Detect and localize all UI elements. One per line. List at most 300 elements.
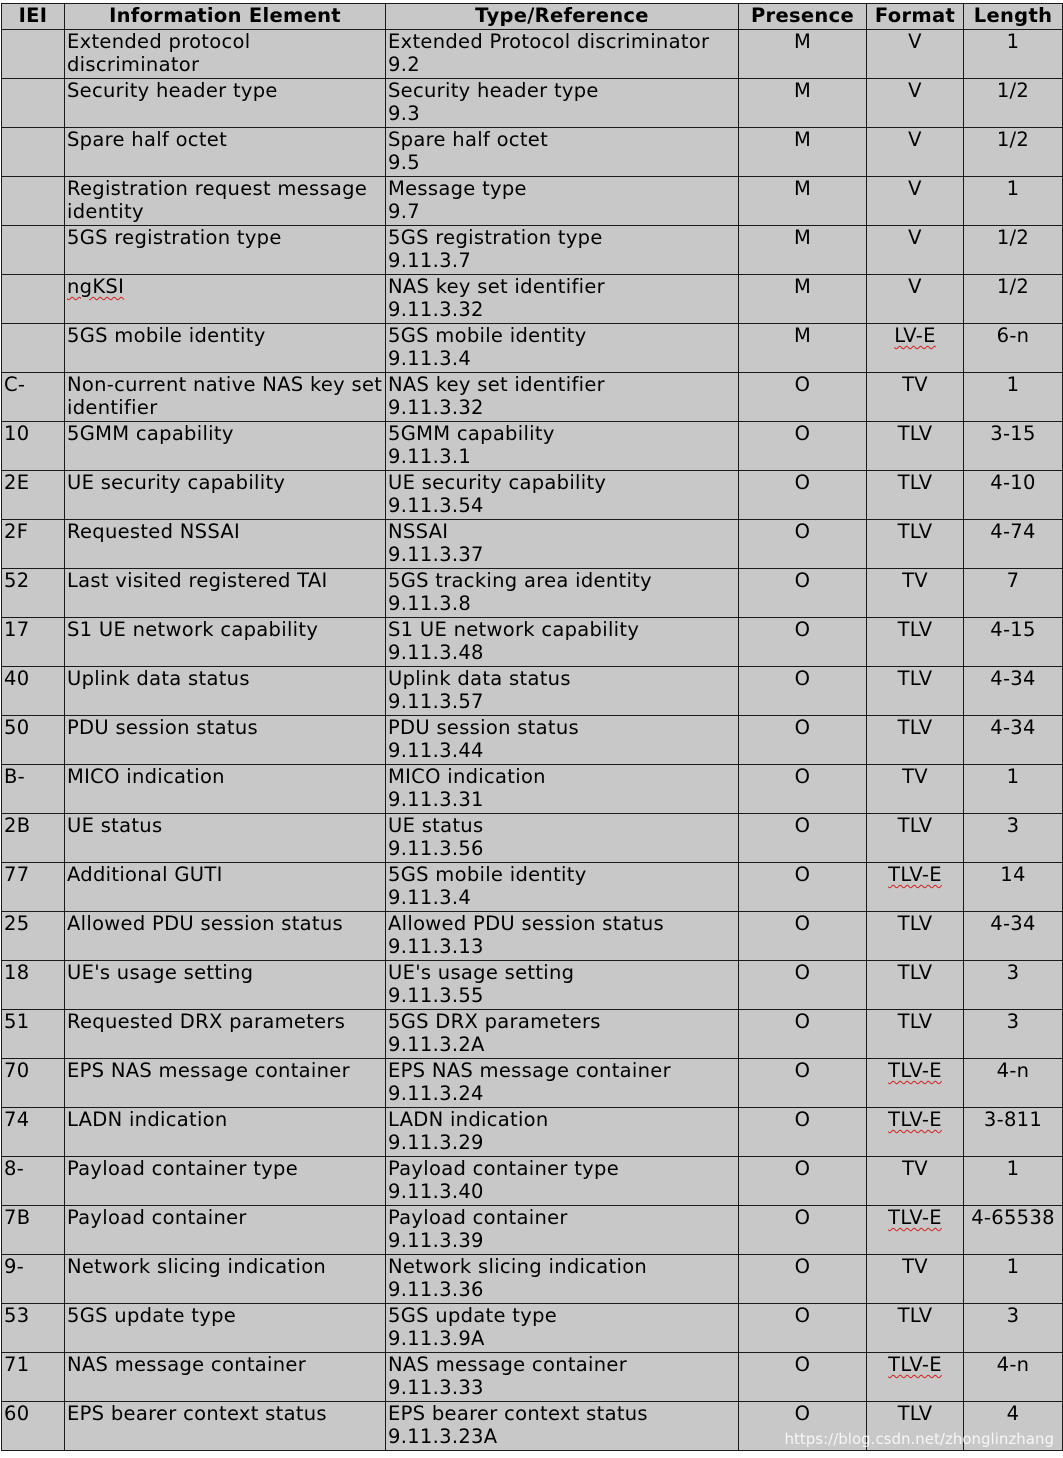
information-element-cell: Security header type: [65, 79, 386, 128]
information-element-cell: PDU session status: [65, 716, 386, 765]
type-reference-cell: [386, 128, 739, 177]
format-text: V: [908, 128, 922, 151]
format-cell: [867, 667, 964, 716]
type-name: 5GMM capability: [388, 422, 555, 445]
information-element-cell: 5GS registration type: [65, 226, 386, 275]
type-name: EPS bearer context status: [388, 1402, 648, 1425]
type-name: 5GS registration type: [388, 226, 603, 249]
type-reference-cell: [386, 422, 739, 471]
column-header-information-element: Information Element: [65, 4, 386, 30]
iei-cell: 2F: [2, 520, 65, 569]
format-text: TLV: [897, 422, 933, 445]
type-name: 5GS update type: [388, 1304, 558, 1327]
table-row: [2, 226, 1063, 275]
format-text: V: [908, 275, 922, 298]
presence-cell: O: [739, 765, 867, 814]
iei-cell: 71: [2, 1353, 65, 1402]
iei-cell: 52: [2, 569, 65, 618]
iei-cell: 9-: [2, 1255, 65, 1304]
iei-cell: 17: [2, 618, 65, 667]
reference-number: 9.5: [388, 151, 420, 174]
format-text: TLV-E: [888, 1353, 942, 1376]
format-text: TV: [902, 1157, 928, 1180]
type-name: 5GS mobile identity: [388, 863, 587, 886]
table-row: [2, 1206, 1063, 1255]
information-element-text: UE's usage setting: [67, 961, 254, 984]
reference-number: 9.11.3.1: [388, 445, 472, 468]
format-cell: [867, 373, 964, 422]
type-name: 5GS tracking area identity: [388, 569, 652, 592]
length-cell: 4-34: [964, 667, 1063, 716]
information-element-cell: MICO indication: [65, 765, 386, 814]
format-text: TLV: [897, 1010, 933, 1033]
reference-number: 9.11.3.9A: [388, 1327, 485, 1350]
type-name: Payload container type: [388, 1157, 620, 1180]
table-row: [2, 275, 1063, 324]
information-element-cell: UE status: [65, 814, 386, 863]
format-cell: [867, 1206, 964, 1255]
presence-cell: O: [739, 716, 867, 765]
information-element-cell: [65, 961, 386, 1010]
type-reference-cell: [386, 79, 739, 128]
presence-cell: O: [739, 863, 867, 912]
type-reference-cell: [386, 814, 739, 863]
type-name: LADN indication: [388, 1108, 549, 1131]
information-element-cell: EPS bearer context status: [65, 1402, 386, 1451]
format-cell: [867, 1157, 964, 1206]
presence-cell: O: [739, 1059, 867, 1108]
length-cell: 4-15: [964, 618, 1063, 667]
reference-number: 9.11.3.57: [388, 690, 484, 713]
type-reference-cell: [386, 177, 739, 226]
type-name: EPS NAS message container: [388, 1059, 671, 1082]
information-element-cell: [65, 275, 386, 324]
iei-cell: [2, 30, 65, 79]
table-row: [2, 324, 1063, 373]
reference-number: 9.11.3.24: [388, 1082, 484, 1105]
format-text: TLV: [897, 471, 933, 494]
format-text: V: [908, 177, 922, 200]
information-element-cell: NAS message container: [65, 1353, 386, 1402]
table-row: [2, 961, 1063, 1010]
column-header-length: Length: [964, 4, 1063, 30]
information-element-cell: Allowed PDU session status: [65, 912, 386, 961]
length-cell: 1: [964, 1255, 1063, 1304]
reference-number: 9.11.3.7: [388, 249, 472, 272]
length-cell: 6-n: [964, 324, 1063, 373]
length-cell: 3: [964, 814, 1063, 863]
iei-cell: [2, 275, 65, 324]
presence-cell: M: [739, 324, 867, 373]
iei-cell: 18: [2, 961, 65, 1010]
type-reference-cell: [386, 1206, 739, 1255]
format-text: TLV-E: [888, 1059, 942, 1082]
type-name: UE security capability: [388, 471, 607, 494]
length-cell: 3: [964, 961, 1063, 1010]
reference-number: 9.7: [388, 200, 420, 223]
information-element-cell: Additional GUTI: [65, 863, 386, 912]
length-cell: 1/2: [964, 79, 1063, 128]
iei-cell: [2, 128, 65, 177]
table-row: [2, 863, 1063, 912]
iei-cell: 51: [2, 1010, 65, 1059]
format-cell: [867, 1255, 964, 1304]
format-text: V: [908, 30, 922, 53]
reference-number: 9.11.3.23A: [388, 1425, 498, 1448]
reference-number: 9.11.3.31: [388, 788, 484, 811]
table-row: [2, 716, 1063, 765]
type-name: 5GS mobile identity: [388, 324, 587, 347]
format-cell: [867, 275, 964, 324]
table-row: [2, 618, 1063, 667]
type-name: Network slicing indication: [388, 1255, 648, 1278]
presence-cell: O: [739, 569, 867, 618]
presence-cell: O: [739, 912, 867, 961]
format-cell: [867, 618, 964, 667]
table-row: [2, 1108, 1063, 1157]
length-cell: 1: [964, 373, 1063, 422]
information-element-cell: Non-current native NAS key set identifier: [65, 373, 386, 422]
reference-number: 9.11.3.4: [388, 347, 472, 370]
type-name: Payload container: [388, 1206, 568, 1229]
type-name: Extended Protocol discriminator: [388, 30, 710, 53]
presence-cell: M: [739, 275, 867, 324]
information-element-cell: Spare half octet: [65, 128, 386, 177]
type-name: NSSAI: [388, 520, 449, 543]
presence-cell: O: [739, 471, 867, 520]
format-text: TV: [902, 373, 928, 396]
format-cell: [867, 1304, 964, 1353]
information-element-cell: Payload container: [65, 1206, 386, 1255]
presence-cell: M: [739, 128, 867, 177]
table-row: [2, 1010, 1063, 1059]
iei-cell: [2, 79, 65, 128]
information-element-cell: Registration request message identity: [65, 177, 386, 226]
length-cell: 1/2: [964, 128, 1063, 177]
iei-cell: 25: [2, 912, 65, 961]
iei-cell: 8-: [2, 1157, 65, 1206]
registration-request-ie-table: [1, 3, 1063, 1451]
iei-cell: 77: [2, 863, 65, 912]
length-cell: 3-15: [964, 422, 1063, 471]
column-header-presence: Presence: [739, 4, 867, 30]
format-cell: [867, 912, 964, 961]
type-name: NAS key set identifier: [388, 275, 605, 298]
presence-cell: O: [739, 1108, 867, 1157]
information-element-cell: Last visited registered TAI: [65, 569, 386, 618]
format-cell: [867, 177, 964, 226]
reference-number: 9.11.3.29: [388, 1131, 484, 1154]
format-text: TLV: [897, 814, 933, 837]
column-header-format: Format: [867, 4, 964, 30]
length-cell: 1: [964, 177, 1063, 226]
length-cell: 3-811: [964, 1108, 1063, 1157]
length-cell: 3: [964, 1010, 1063, 1059]
length-cell: 1/2: [964, 275, 1063, 324]
table-row: [2, 422, 1063, 471]
type-name: UE's usage setting: [388, 961, 575, 984]
reference-number: 9.11.3.8: [388, 592, 472, 615]
type-name: Allowed PDU session status: [388, 912, 664, 935]
table-row: [2, 471, 1063, 520]
length-cell: 4-n: [964, 1059, 1063, 1108]
table-row: [2, 1255, 1063, 1304]
type-reference-cell: [386, 1010, 739, 1059]
iei-cell: 70: [2, 1059, 65, 1108]
presence-cell: O: [739, 1402, 867, 1451]
type-name: Spare half octet: [388, 128, 549, 151]
table-row: [2, 667, 1063, 716]
type-name: Uplink data status: [388, 667, 571, 690]
format-cell: [867, 128, 964, 177]
information-element-cell: 5GMM capability: [65, 422, 386, 471]
information-element-cell: Uplink data status: [65, 667, 386, 716]
table-row: [2, 520, 1063, 569]
iei-cell: 53: [2, 1304, 65, 1353]
format-text: V: [908, 79, 922, 102]
format-text: TLV-E: [888, 863, 942, 886]
iei-cell: [2, 324, 65, 373]
iei-cell: 7B: [2, 1206, 65, 1255]
presence-cell: O: [739, 961, 867, 1010]
format-cell: [867, 1108, 964, 1157]
iei-cell: 74: [2, 1108, 65, 1157]
type-reference-cell: [386, 863, 739, 912]
presence-cell: M: [739, 30, 867, 79]
presence-cell: O: [739, 1010, 867, 1059]
length-cell: 4-74: [964, 520, 1063, 569]
format-cell: [867, 569, 964, 618]
table-row: [2, 1304, 1063, 1353]
table-body: [2, 30, 1063, 1451]
length-cell: 4-34: [964, 716, 1063, 765]
reference-number: 9.11.3.33: [388, 1376, 484, 1399]
reference-number: 9.11.3.54: [388, 494, 484, 517]
type-reference-cell: [386, 961, 739, 1010]
length-cell: 1: [964, 765, 1063, 814]
information-element-cell: S1 UE network capability: [65, 618, 386, 667]
format-text: TLV: [897, 1304, 933, 1327]
type-reference-cell: [386, 520, 739, 569]
format-text: TV: [902, 569, 928, 592]
information-element-cell: Extended protocol discriminator: [65, 30, 386, 79]
presence-cell: O: [739, 422, 867, 471]
information-element-cell: EPS NAS message container: [65, 1059, 386, 1108]
length-cell: 3: [964, 1304, 1063, 1353]
presence-cell: O: [739, 520, 867, 569]
table-row: [2, 1157, 1063, 1206]
presence-cell: O: [739, 618, 867, 667]
format-text: TLV: [897, 961, 933, 984]
reference-number: 9.11.3.55: [388, 984, 484, 1007]
reference-number: 9.11.3.44: [388, 739, 484, 762]
format-text: TLV: [897, 912, 933, 935]
iei-cell: C-: [2, 373, 65, 422]
type-reference-cell: [386, 1255, 739, 1304]
format-text: TV: [902, 765, 928, 788]
information-element-cell: Requested NSSAI: [65, 520, 386, 569]
type-reference-cell: [386, 1402, 739, 1451]
iei-cell: B-: [2, 765, 65, 814]
reference-number: 9.11.3.32: [388, 298, 484, 321]
type-name: NAS key set identifier: [388, 373, 605, 396]
table-row: [2, 128, 1063, 177]
information-element-cell: LADN indication: [65, 1108, 386, 1157]
format-text: TLV: [897, 520, 933, 543]
format-cell: [867, 422, 964, 471]
presence-cell: O: [739, 1157, 867, 1206]
length-cell: 1: [964, 1157, 1063, 1206]
type-name: Message type: [388, 177, 527, 200]
type-reference-cell: [386, 275, 739, 324]
presence-cell: O: [739, 373, 867, 422]
type-reference-cell: [386, 226, 739, 275]
information-element-cell: Network slicing indication: [65, 1255, 386, 1304]
reference-number: 9.11.3.2A: [388, 1033, 485, 1056]
type-name: Security header type: [388, 79, 599, 102]
format-cell: [867, 765, 964, 814]
type-reference-cell: [386, 324, 739, 373]
length-cell: 4-n: [964, 1353, 1063, 1402]
table-row: [2, 912, 1063, 961]
iei-cell: 50: [2, 716, 65, 765]
type-reference-cell: [386, 716, 739, 765]
reference-number: 9.11.3.37: [388, 543, 484, 566]
presence-cell: M: [739, 226, 867, 275]
presence-cell: O: [739, 814, 867, 863]
type-reference-cell: [386, 1157, 739, 1206]
format-text: TLV-E: [888, 1108, 942, 1131]
type-reference-cell: [386, 569, 739, 618]
table-header-row: [2, 4, 1063, 30]
type-name: UE status: [388, 814, 484, 837]
type-reference-cell: [386, 618, 739, 667]
length-cell: 4: [964, 1402, 1063, 1451]
format-cell: [867, 79, 964, 128]
length-cell: 1/2: [964, 226, 1063, 275]
format-cell: [867, 716, 964, 765]
iei-cell: 10: [2, 422, 65, 471]
length-cell: 14: [964, 863, 1063, 912]
watermark: https://blog.csdn.net/zhonglinzhang: [784, 1430, 1054, 1448]
format-text: TLV: [897, 716, 933, 739]
format-cell: [867, 863, 964, 912]
type-name: 5GS DRX parameters: [388, 1010, 601, 1033]
presence-cell: O: [739, 1304, 867, 1353]
type-name: MICO indication: [388, 765, 546, 788]
format-cell: [867, 1059, 964, 1108]
table-row: [2, 177, 1063, 226]
format-cell: [867, 961, 964, 1010]
format-text: TLV: [897, 1402, 933, 1425]
format-cell: [867, 324, 964, 373]
format-text: TLV: [897, 667, 933, 690]
format-cell: [867, 226, 964, 275]
presence-cell: O: [739, 1353, 867, 1402]
type-reference-cell: [386, 471, 739, 520]
format-text: TLV-E: [888, 1206, 942, 1229]
information-element-text: ngKSI: [67, 275, 125, 298]
length-cell: 4-34: [964, 912, 1063, 961]
type-reference-cell: [386, 1304, 739, 1353]
presence-cell: O: [739, 1255, 867, 1304]
format-text: LV-E: [894, 324, 936, 347]
table-row: [2, 30, 1063, 79]
presence-cell: O: [739, 1206, 867, 1255]
type-reference-cell: [386, 667, 739, 716]
type-reference-cell: [386, 765, 739, 814]
presence-cell: O: [739, 667, 867, 716]
format-text: TV: [902, 1255, 928, 1278]
reference-number: 9.2: [388, 53, 420, 76]
information-element-cell: 5GS update type: [65, 1304, 386, 1353]
presence-cell: M: [739, 79, 867, 128]
table-row: [2, 1059, 1063, 1108]
reference-number: 9.11.3.13: [388, 935, 484, 958]
type-name: S1 UE network capability: [388, 618, 640, 641]
type-reference-cell: [386, 373, 739, 422]
iei-cell: 2B: [2, 814, 65, 863]
presence-cell: M: [739, 177, 867, 226]
reference-number: 9.11.3.32: [388, 396, 484, 419]
information-element-cell: UE security capability: [65, 471, 386, 520]
reference-number: 9.3: [388, 102, 420, 125]
information-element-cell: Requested DRX parameters: [65, 1010, 386, 1059]
iei-cell: 2E: [2, 471, 65, 520]
table-row: [2, 569, 1063, 618]
reference-number: 9.11.3.56: [388, 837, 484, 860]
type-reference-cell: [386, 1353, 739, 1402]
length-cell: 7: [964, 569, 1063, 618]
iei-cell: [2, 226, 65, 275]
length-cell: 4-65538: [964, 1206, 1063, 1255]
iei-cell: [2, 177, 65, 226]
reference-number: 9.11.3.40: [388, 1180, 484, 1203]
type-reference-cell: [386, 30, 739, 79]
reference-number: 9.11.3.48: [388, 641, 484, 664]
reference-number: 9.11.3.4: [388, 886, 472, 909]
format-cell: [867, 1010, 964, 1059]
format-text: V: [908, 226, 922, 249]
column-header-iei: IEI: [2, 4, 65, 30]
type-name: PDU session status: [388, 716, 579, 739]
reference-number: 9.11.3.39: [388, 1229, 484, 1252]
reference-number: 9.11.3.36: [388, 1278, 484, 1301]
column-header-type-reference: Type/Reference: [386, 4, 739, 30]
type-name: NAS message container: [388, 1353, 628, 1376]
iei-cell: 60: [2, 1402, 65, 1451]
format-cell: [867, 814, 964, 863]
table-row: [2, 373, 1063, 422]
table-row: [2, 1353, 1063, 1402]
length-cell: 4-10: [964, 471, 1063, 520]
type-reference-cell: [386, 1108, 739, 1157]
format-text: TLV: [897, 618, 933, 641]
table-row: [2, 79, 1063, 128]
format-cell: [867, 471, 964, 520]
format-cell: [867, 30, 964, 79]
length-cell: 1: [964, 30, 1063, 79]
table-row: [2, 765, 1063, 814]
format-cell: [867, 1353, 964, 1402]
iei-cell: 40: [2, 667, 65, 716]
type-reference-cell: [386, 912, 739, 961]
table-row: [2, 814, 1063, 863]
type-reference-cell: [386, 1059, 739, 1108]
format-cell: [867, 520, 964, 569]
information-element-cell: Payload container type: [65, 1157, 386, 1206]
information-element-cell: 5GS mobile identity: [65, 324, 386, 373]
